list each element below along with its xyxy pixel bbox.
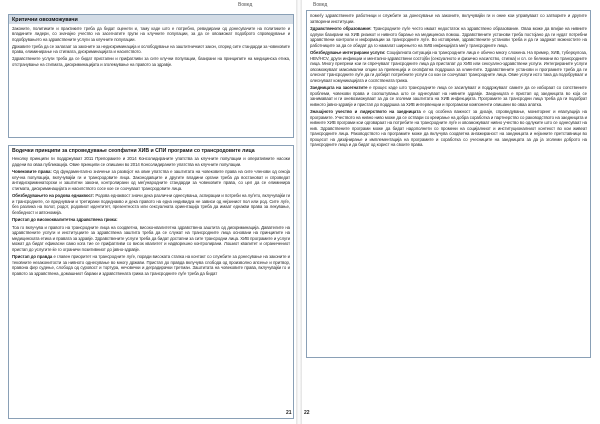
right-page [302,0,598,424]
running-head: Вовед [313,2,328,8]
principle-paragraph: Значајното учество и лидерството на заедницата е од особена важност за дизајн, спроведување, мониторинг и евалуација на програмите. Учеството на нивно ниво може да се оствари со креирање на добра соработка и партнерство со раководството на заедницата и нивните ХИВ програми кои одговараат на потребите на трансродните луѓе и овозможуваат нивно учество во одлуките што се однесуваат на нив. Здравствените програми може да бидат надополнети со промени на социјалниот и институционалниот контекст во кои живеат трансродните лица. Раководството на програмите може да вклучува соодветна ангажираност на заедницата и нејзините претставници во процесот на дизајнирање и имплементација на програмите и соработка со учесниците на заедницата за да ја зголеми доброто на трансродните лица и да бидат од корист на своите права. [310,109,587,147]
left-page [0,0,296,424]
page-number: 22 [304,410,310,416]
running-head: Вовед [238,2,253,8]
guiding-principles-title: Водечки принципи за спроведување сеопфатни ХИВ и СПИ програми со трансродовите лица [12,148,255,154]
principle-paragraph: Пристап до правда е главен приоритет на трансродните луѓе, поради високата стапка на контакт со службите за донесување на законите и тековните незаконитости за нивното однесување во многу држави. Пристап до правда вклучува слобода од произволно апсење и притвор, правона фер судење, слобода од суровост и тортура, нечовечки и деградирачки третман. Заштитата на човековите права, вклучувајќи го и правото за здравствена, домашниот бараки и здравствената грижа за трансродните луѓе треба да бидат [12,254,291,276]
critical-enablers-box [8,14,294,138]
principle-paragraph: Човековите права: Од фундаментално значење за развојот на овие упатства е заштитата на човековите права на сите членови од секоја клучна популација, вклучувајќи ги и трансродовите лица. Законодавците и другите владини органи треба да востановат и спроведат антидискриминаторски и заштитни закони, контролирани од меѓународните стандарди за човековите права, со цел да се елиминира стигмата, дискриминацијата и насилството сосе кое се соочуваат трансродовите лица. [12,169,290,191]
page-number: 21 [286,410,292,416]
critical-paragraph: Здравствените услуги треба да се бидат пристапни и прифатливи за сите клучни популации, базирани на принципите на медицинска етика, отстранување на стигмата, дискриминацијата и зголемување на правото за здравје. [12,56,290,67]
principle-paragraph: Пристап до висококвалитетна здравствена грижа: [12,217,118,222]
critical-paragraph: Државите треба да се залагаат за законите за недискриминација и ослободување на заштитничкиот закон, според сите стандарди за човековите права, елиминирање на стигмата, дискриминацијата и насилството. [12,43,290,55]
principle-paragraph: Неколку принципи ги поддржуваат 2011 Препораките и 2014 Консолидираните упатства за клучните популации и оперативните насоки дадени во оваа публикација. Овие принципи се опишани во 2014 Консолидираните упатства на клучните популации. [12,156,290,167]
guiding-principles-box [8,145,294,419]
principle-paragraph: Заедницата на засегнатите е процес каде што трансродните лица се засилуваат и поддржуваат самите да се избораат со сопствените проблеми, човекови права и соопштувања што се однесуваат на нивните здравје. Заедницата е пристап од заедницата во која се занимаваат и ги оневозможуваат за да се зголеми заштитата на ХИВ инфекцијата. Програмите за трансродни лица треба да ги подобрат нивното јавно-здравје и пристап до поддршка за ХИВ интервенции и програмски компоненти опишани во оваа алатка. [310,85,587,107]
critical-paragraph: Законите, политиките и практиките треба да бидат оценети и, таму каде што е потребно, ревидирани од донесувачите на политиките и владините лидери, со значајно учество на засегнатите групи на клучните популации, за да се овозможат пoдоброто спроведување и подобрувањето на здравствените услуги за клучните популации. [12,26,290,42]
principle-paragraph: Обезбедувањето на родова еднаквост: Родова еднаквост значи дека различни однесувања, аспирации и потреби на луѓето, вклучувајќи ги и трансродните, се вреднувани и третирани подеднакво и дека правото на една индивидуа не зависи од нејзиниот пол или род. Сите луѓе, без разлика на полот, родот, родовиот идентитет, презентноста или сексуалната ориентација треба да имаат еднакви права за лекување, безбедност и автономија. [12,193,291,215]
critical-enablers-title: Критични овозможувачи [9,15,293,24]
principle-paragraph: помеѓу здравствените работници и службите за донесување на законите, вклучувајќи ги и оние кои управуваат со затворите и другите затворени институции. [310,13,587,24]
principle-paragraph: Обезбедување интегрирани услуги: Социјалната ситуација на трансродните лица е обично многу сложена. На пример, ХИВ, туберкулоза, HBV/HCV, други инфекции и ментално-здравствени состојби (сексуалното и физичко насилство, стигма) и сл. се бележани во трансродните лица. Многу препреки кои ги спречуваат трансродните лица да пристапат до ХИВ или сексуално-здравствени услуги. Интегрираните услуги овозможуваат максимални опции за превенција и сеопфатна поддршка за клиентите. Здравствените установи и програмите треба да ги олеснат трансродните луѓе да ги добијат потребните услуги со кои се соочуваат трансродните лица. Овие услуги исто така да подобруваат и олеснуваат комуникацијата и соспствената грижа. [310,50,587,83]
principle-paragraph: Здравственото образование: Трансродните луѓе често имаат недостаток на здравствено образование. Оваа може да влијае на нивните одлуки базирани на ХИВ ризикот и нивното барање на медицинска помош. Здравствените установи треба постојано да ги нудат потребни здравствени контроли и информации за трансродните луѓе. Во истовреме, здравствените установи треба и да ги задржат можностите на работниците за да се обидат да го намалат ширењето на ХИВ инфекцијата меѓу трансродните лица. [310,26,587,48]
principle-paragraph: Тоа го вклучува и правото на трансродните лица на соодветна, високо-квалитетна здравствена заштита од дискриминација. Давателите на здравствените услуги и институциите за здравствена заштита треба да се служат на трансродните лица основани на принципите на медицинската етика и правата за здравје. Здравствените услуги треба да бидат достапни за сите трансродни лица. ХИВ програмите и услуги можат да бидат ефикасни само кога тие се прифатливи со висок квалитет и надворешно контролирани. Лошиот квалитет и ограничениот пристап до услугите ќе го ограничи позитивниот до јавно-здравје. [12,224,290,252]
guiding-principles-box-continued [306,10,591,358]
